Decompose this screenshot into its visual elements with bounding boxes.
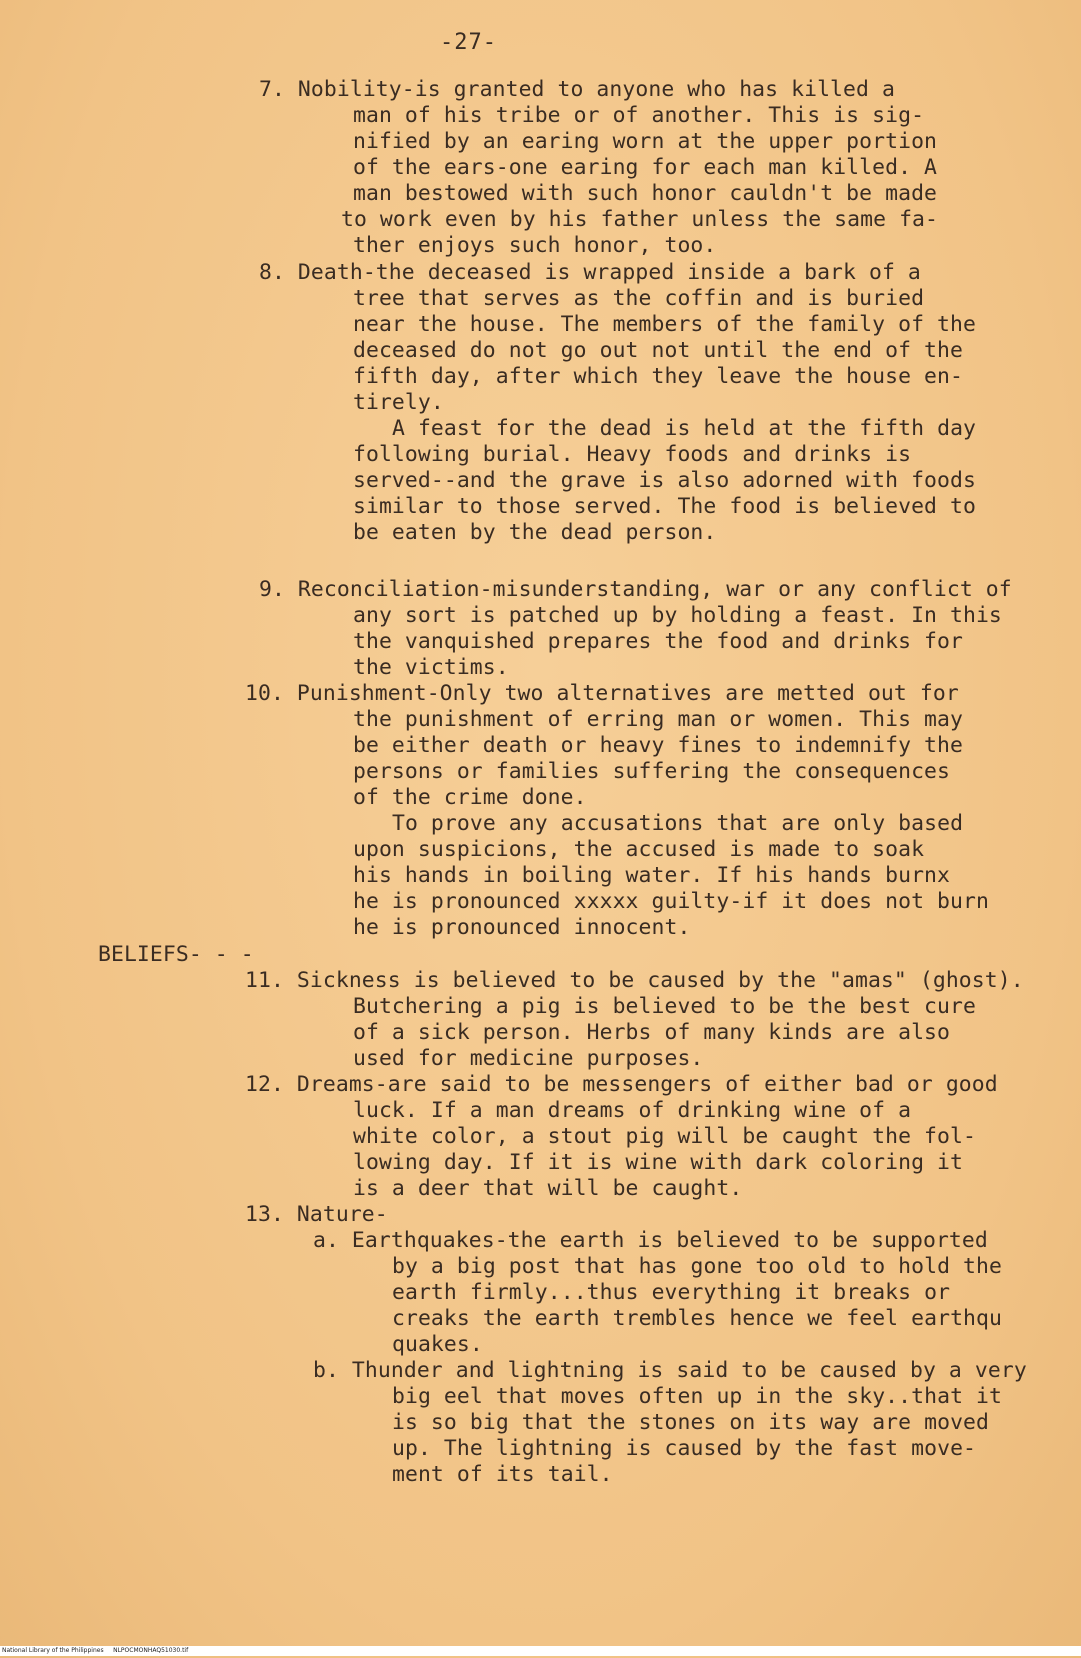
text-line-l32: he is pronounced innocent. [353,915,691,940]
text-line-l06: to work even by his father unless the same fa- [341,207,938,232]
text-line-l41: lowing day. If it is wine with dark coloring it [353,1150,963,1175]
text-line-l30: his hands in boiling water. If his hands burnx [353,863,950,888]
text-line-l08: 8. Death-the deceased is wrapped inside a bark of a [259,260,921,285]
archive-footer: National Library of the Philippines NLPOCMONHAQ51030.tif [0,1646,1081,1656]
text-line-l12: fifth day, after which they leave the house en- [353,364,963,389]
text-line-l13: tirely. [353,390,444,415]
text-line-l25: be either death or heavy fines to indemnify the [353,733,963,758]
text-line-l44: a. Earthquakes-the earth is believed to be supported [313,1228,988,1253]
text-line-l31: he is pronounced xxxxx guilty-if it does not burn [353,889,989,914]
text-line-l09: tree that serves as the coffin and is buried [353,286,925,311]
text-line-l05: man bestowed with such honor cauldn't be made [353,181,938,206]
text-line-l15: following burial. Heavy foods and drinks is [353,442,912,467]
text-line-l52: up. The lightning is caused by the fast move- [392,1436,977,1461]
text-line-l46: earth firmly...thus everything it breaks or [392,1280,951,1305]
text-line-l22: the victims. [353,655,509,680]
text-line-l49: b. Thunder and lightning is said to be caused by a very [313,1358,1027,1383]
text-line-l34: 11. Sickness is believed to be caused by the "amas" (ghost). [245,968,1024,993]
text-line-l33: BELIEFS- - - [98,942,254,967]
text-line-l17: similar to those served. The food is believed to [353,494,976,519]
text-line-l10: near the house. The members of the family of the [353,312,976,337]
text-line-l48: quakes. [392,1332,483,1357]
text-line-l21: the vanquished prepares the food and drinks for [353,629,963,654]
text-line-l43: 13. Nature- [245,1202,388,1227]
text-line-l35: Butchering a pig is believed to be the best cure [353,994,976,1019]
text-line-l04: of the ears-one earing for each man killed. A [353,155,938,180]
text-line-l07: ther enjoys such honor, too. [353,233,717,258]
text-line-l47: creaks the earth trembles hence we feel earthqu [392,1306,1002,1331]
text-line-l29: upon suspicions, the accused is made to soak [353,837,925,862]
text-line-l02: man of his tribe or of another. This is sig- [353,103,925,128]
text-line-l27: of the crime done. [353,785,587,810]
page-number: -27- [440,30,497,55]
text-line-l03: nified by an earing worn at the upper portion [353,129,938,154]
text-line-l37: used for medicine purposes. [353,1046,704,1071]
text-line-l14: A feast for the dead is held at the fifth day [392,416,977,441]
text-line-l01: 7. Nobility-is granted to anyone who has killed a [259,77,895,102]
text-line-l39: luck. If a man dreams of drinking wine of a [353,1098,912,1123]
text-line-l42: is a deer that will be caught. [353,1176,743,1201]
text-line-l51: is so big that the stones on its way are moved [392,1410,989,1435]
text-line-l20: any sort is patched up by holding a feast. In this [353,603,1002,628]
text-line-l53: ment of its tail. [392,1462,613,1487]
text-line-l18: be eaten by the dead person. [353,520,717,545]
text-line-l28: To prove any accusations that are only based [392,811,964,836]
text-line-l16: served--and the grave is also adorned with foods [353,468,976,493]
text-line-l26: persons or families suffering the consequences [353,759,950,784]
text-line-l45: by a big post that has gone too old to hold the [392,1254,1002,1279]
text-line-l19: 9. Reconciliation-misunderstanding, war or any conflict of [259,577,1012,602]
text-line-l38: 12. Dreams-are said to be messengers of either bad or good [245,1072,998,1097]
text-line-l11: deceased do not go out not until the end of the [353,338,963,363]
text-line-l36: of a sick person. Herbs of many kinds are also [353,1020,950,1045]
text-line-l50: big eel that moves often up in the sky..that it [392,1384,1002,1409]
text-line-l23: 10. Punishment-Only two alternatives are metted out for [245,681,959,706]
text-line-l40: white color, a stout pig will be caught the fol- [353,1124,976,1149]
text-line-l24: the punishment of erring man or women. This may [353,707,963,732]
